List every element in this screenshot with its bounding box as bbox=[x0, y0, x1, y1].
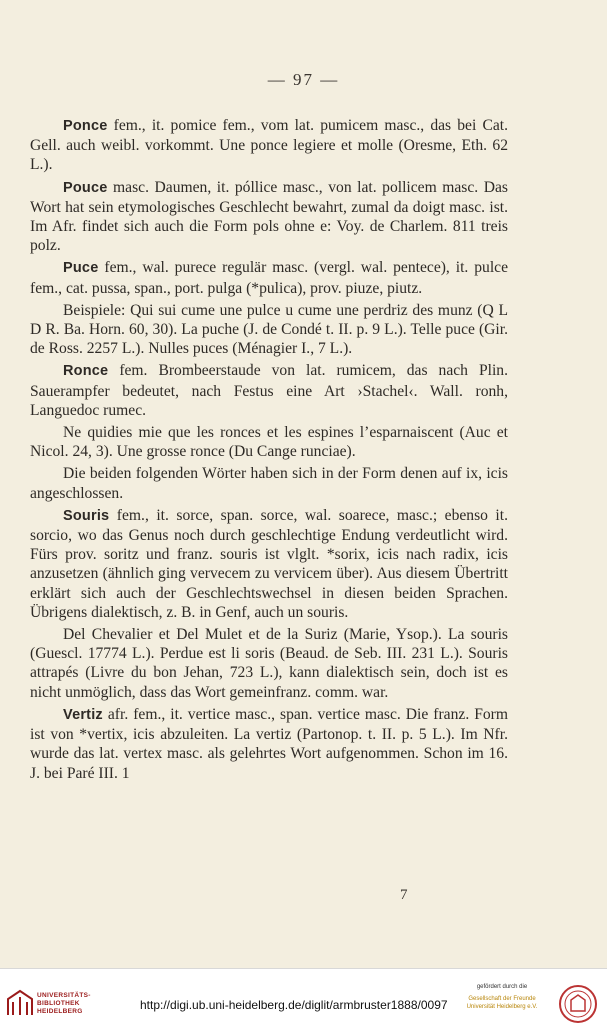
lemma-pouce: Pouce bbox=[63, 179, 108, 196]
lemma-souris: Souris bbox=[63, 507, 110, 524]
paragraph-souris-examples: Del Chevalier et Del Mulet et de la Suriz (Marie, Ysop.). La souris (Guescl. 17774 L.). Perdue est li soris (Beaud. de Seb. III. 231 L.). Souris attrapés (Livre du bon Jehan, 723 L.), kann dialektisch sein, doch ist es nicht unmöglich, dass das Wort gemeinfranz. comm. war. bbox=[30, 626, 508, 701]
paragraph-puce-examples: Beispiele: Qui sui cume une pulce u cume une perdriz des munz (Q L D R. Ba. Horn. 60, 30). La puche (J. de Condé t. II. p. 9 L.). Telle puce (Gir. de Ross. 2257 L.). Nulles puces (Ménagier I., 7 L.). bbox=[30, 301, 508, 358]
library-logo-icon bbox=[6, 989, 34, 1017]
paragraph-souris: Souris fem., it. sorce, span. sorce, wal. soarece, masc.; ebenso it. sorcio, wo das Genus noch durch geschlechtige Endung verdeutlicht wird. Fürs prov. soritz und franz. souris ist vlglt. *sorix, icis nach radix, icis anzusetzen (ähnlich ging vervecem zu vervicem über). Aus diesem Übertritt erklärt sich auch der Geschlechtswechsel in diesen beiden Sprachen. Übrigens dialektisch, z. B. in Genf, auch un souris. bbox=[30, 506, 508, 621]
library-name: UNIVERSITÄTS- BIBLIOTHEK HEIDELBERG bbox=[37, 992, 91, 1015]
paragraph-ronce: Ronce fem. Brombeerstaude von lat. rumicem, das nach Plin. Sauerampfer bedeutet, nach Festus eine Art ›Stachel‹. Wall. ronh, Languedoc rumec. bbox=[30, 362, 508, 419]
paragraph-ponce: Ponce fem., it. pomice fem., vom lat. pumicem masc., das bei Cat. Gell. auch weibl. vorkommt. Une ponce legiere et molle (Oresme, Eth. 62 L.). bbox=[30, 117, 508, 174]
sponsor-note: gefördert durch die Gesellschaft der Freunde Universität Heidelberg e.V. bbox=[466, 984, 538, 1010]
paragraph-ronce-examples: Ne quidies mie que les ronces et les espines l’esparnaiscent (Auc et Nicol. 24, 3). Une grosse ronce (Du Cange runciae). bbox=[30, 424, 508, 461]
lemma-vertiz: Vertiz bbox=[63, 706, 103, 723]
signature-mark: 7 bbox=[400, 887, 408, 903]
lemma-puce: Puce bbox=[63, 260, 99, 277]
lemma-ponce: Ponce bbox=[63, 118, 108, 134]
lemma-ronce: Ronce bbox=[63, 363, 109, 380]
footer-bar bbox=[0, 968, 607, 1026]
paragraph-puce: Puce fem., wal. purece regulär masc. (vergl. wal. pentece), it. pulce fem., cat. pussa, span., port. pulga (*pulica), prov. piuze, piutz. bbox=[30, 259, 508, 297]
paragraph-transition: Die beiden folgenden Wörter haben sich in der Form denen auf ix, icis angeschlossen. bbox=[30, 465, 508, 502]
paragraph-pouce: Pouce masc. Daumen, it. póllice masc., von lat. pollicem masc. Das Wort hat sein etymologisches Geschlecht bewahrt, zumal da doigt masc. ist. Im Afr. findet sich auch die Form pols ohne e: Voy. de Charlem. 811 treis polz. bbox=[30, 178, 508, 255]
university-seal-icon bbox=[558, 984, 598, 1024]
source-url[interactable]: http://digi.ub.uni-heidelberg.de/diglit/armbruster1888/0097 bbox=[140, 998, 448, 1012]
page-body bbox=[30, 116, 508, 786]
page-number: — 97 — bbox=[267, 70, 340, 89]
paragraph-vertiz: Vertiz afr. fem., it. vertice masc., span. vertice masc. Die franz. Form ist von *vertix, icis abzuleiten. La vertiz (Partonop. t. II. p. 5 L.). Im Nfr. wurde das lat. vertex masc. als gelehrtes Wort aufgenommen. Schon im 16. J. bei Paré III. 1 bbox=[30, 705, 508, 782]
